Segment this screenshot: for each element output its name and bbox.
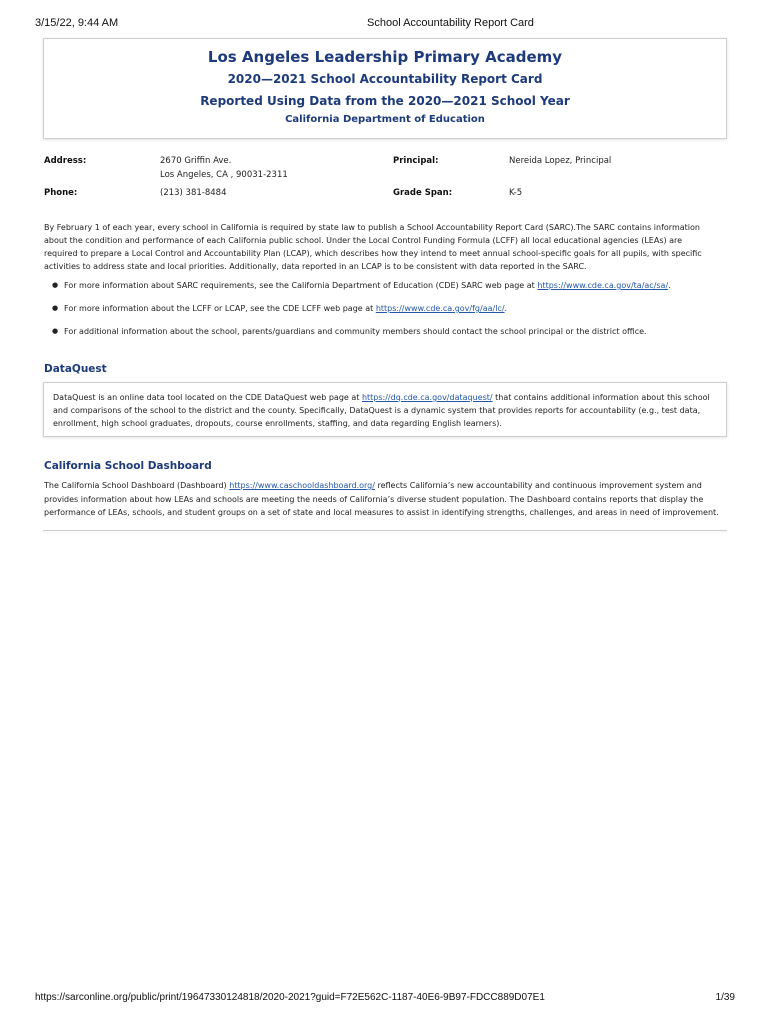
dashboard-heading: California School Dashboard [44,460,212,472]
grade-span-label: Grade Span: [393,188,453,198]
phone-label: Phone: [44,188,78,198]
sarc-web-page-link[interactable]: https://www.cde.ca.gov/ta/ac/sa/ [537,281,669,290]
dashboard-text-before: The California School Dashboard (Dashboard) [44,481,230,490]
bullet-text: For additional information about the school, parents/guardians and community members should contact the school principal or the district office. [64,327,647,336]
info-bullet-list [52,279,712,348]
address-line1: 2670 Griffin Ave. [160,156,232,166]
address-line2: Los Angeles, CA , 90031-2311 [160,170,288,180]
dataquest-link[interactable]: https://dq.cde.ca.gov/dataquest/ [361,393,493,402]
principal-value: Nereida Lopez, Principal [509,156,612,166]
department-name: California Department of Education [285,114,485,125]
report-title-box [43,38,727,139]
bullet-suffix: . [668,281,671,290]
bullet-sarc-info [52,279,712,302]
grade-span-value: K-5 [509,188,523,198]
reported-using-label: Reported Using Data from the 2020—2021 School Year [200,94,570,108]
print-footer [35,992,735,1006]
print-title: School Accountability Report Card [367,17,534,29]
principal-label: Principal: [393,156,439,166]
dataquest-text-before: DataQuest is an online data tool located on the CDE DataQuest web page at [53,393,362,402]
intro-paragraph: By February 1 of each year, every school in California is required by state law to publish a School Accountability Report Card (SARC).The SARC contains information about the condition and performance of each California public school. Under the Local Control Funding Formula (LCFF) all local educational agencies (LEAs) are required to prepare a Local Control and Accountability Plan (LCAP), which describes how they intend to meet annual school-specific goals for all pupils, with specific activities to address state and local priorities. Additionally, data reported in an LCAP is to be consistent with data reported in the SARC. [44,223,702,271]
page-number: 1/39 [715,992,735,1003]
bullet-suffix: . [504,304,508,313]
bullet-contact-info [52,325,712,348]
dataquest-paragraph [53,391,717,430]
dashboard-text-after: reflects California’s new accountability and continuous improvement system and provides information about how LEAs and schools are meeting the needs of California’s diverse student population. The Dashboard contains reports that display the performance of LEAs, schools, and student groups on a set of state and local measures to assist in identifying strengths, challenges, and areas in need of improvement. [44,481,719,517]
address-label: Address: [44,156,87,166]
school-name: Los Angeles Leadership Primary Academy [207,48,563,66]
report-title: 2020—2021 School Accountability Report Card [227,72,543,86]
dashboard-paragraph [44,479,720,520]
bullet-text: For more information about the LCFF or LCAP, see the CDE LCFF web page at [64,304,376,313]
print-url: https://sarconline.org/public/print/19647330124818/2020-2021?guid=F72E562C-1187-40E6-9B97-FDCC889D07E1 [35,992,545,1003]
print-header [35,17,735,31]
lcff-web-page-link[interactable]: https://www.cde.ca.gov/fg/aa/lc/ [375,304,505,313]
bullet-text: For more information about SARC requirements, see the California Department of Education (CDE) SARC web page at [64,281,538,290]
dataquest-heading: DataQuest [44,363,107,375]
phone-value: (213) 381-8484 [160,188,227,198]
section-divider [43,530,727,531]
dataquest-text-after: that contains additional information about this school and comparisons of the school to the district and the county. Specifically, DataQuest is a dynamic system that provides reports for accountability (e.g., test data, enrollment, high school graduates, dropouts, course enrollments, staffing, and data regarding English learners). [53,393,710,428]
dataquest-box [43,382,727,437]
print-datetime: 3/15/22, 9:44 AM [35,17,119,29]
bullet-lcff-info [52,302,712,325]
dashboard-link[interactable]: https://www.caschooldashboard.org/ [229,481,375,490]
